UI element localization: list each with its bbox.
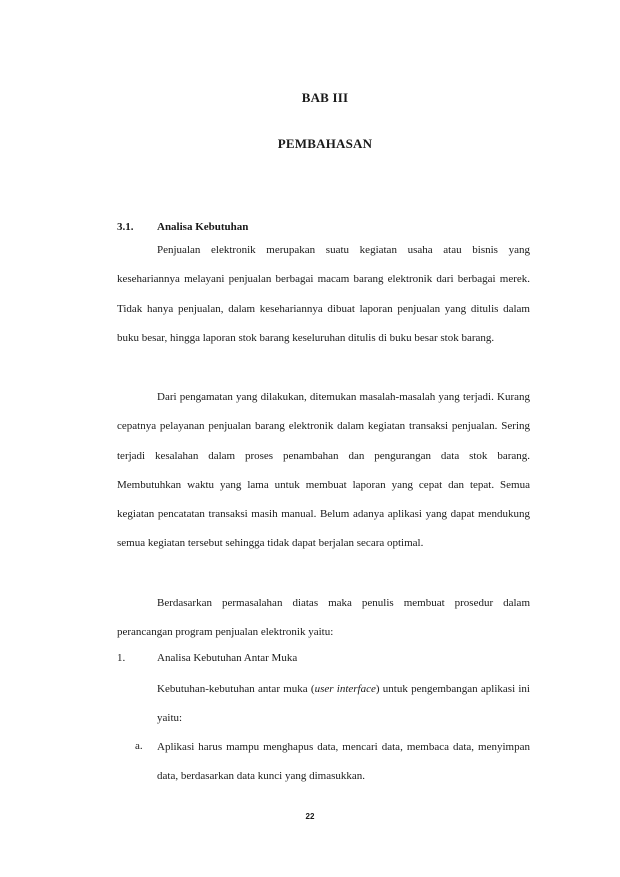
paragraph-1-text: Penjualan elektronik merupakan suatu kegiatan usaha atau bisnis yang kesehariannya melayani penjualan berbagai macam barang elektronik dari berbagai merek. Tidak hanya penjualan, dalam kesehariannya dibuat laporan penjualan yang ditulis dalam buku besar, hingga laporan stok barang keseluruhan ditulis di buku besar stok barang. bbox=[117, 244, 530, 344]
sub-item-text: Aplikasi harus mampu menghapus data, mencari data, membaca data, menyimpan data, berdasarkan data kunci yang dimasukkan. bbox=[157, 741, 530, 783]
chapter-heading: BAB III bbox=[301, 90, 349, 105]
paragraph-3 bbox=[117, 589, 530, 648]
paragraph-3-text: Berdasarkan permasalahan diatas maka penulis membuat prosedur dalam perancangan program penjualan elektronik yaitu: bbox=[117, 597, 530, 639]
list-item-number: 1. bbox=[117, 652, 126, 664]
list-item-text-after: ) untuk pengembangan aplikasi ini yaitu: bbox=[157, 683, 530, 725]
paragraph-1 bbox=[117, 236, 530, 353]
chapter-title: PEMBAHASAN bbox=[277, 136, 373, 151]
list-item-text-italic: user interface bbox=[314, 683, 376, 695]
section-title: Analisa Kebutuhan bbox=[157, 221, 249, 233]
sub-item-letter: a. bbox=[135, 740, 143, 752]
paragraph-2-text: Dari pengamatan yang dilakukan, ditemukan masalah-masalah yang terjadi. Kurang cepatnya pelayanan penjualan barang elektronik dalam kegiatan transaksi penjualan. Sering terjadi kesalahan dalam proses penambahan dan pengurangan data stok barang. Membutuhkan waktu yang lama untuk membuat laporan yang cepat dan tepat. Semua kegiatan pencatatan transaksi masih manual. Belum adanya aplikasi yang dapat mendukung semua kegiatan tersebut sehingga tidak dapat berjalan secara optimal. bbox=[117, 391, 530, 550]
paragraph-2 bbox=[117, 383, 530, 559]
list-item-description bbox=[157, 675, 530, 734]
list-item-text-before: Kebutuhan-kebutuhan antar muka ( bbox=[157, 683, 315, 695]
section-number: 3.1. bbox=[117, 221, 134, 233]
page-number: 22 bbox=[305, 812, 315, 821]
list-item-title: Analisa Kebutuhan Antar Muka bbox=[157, 652, 298, 664]
